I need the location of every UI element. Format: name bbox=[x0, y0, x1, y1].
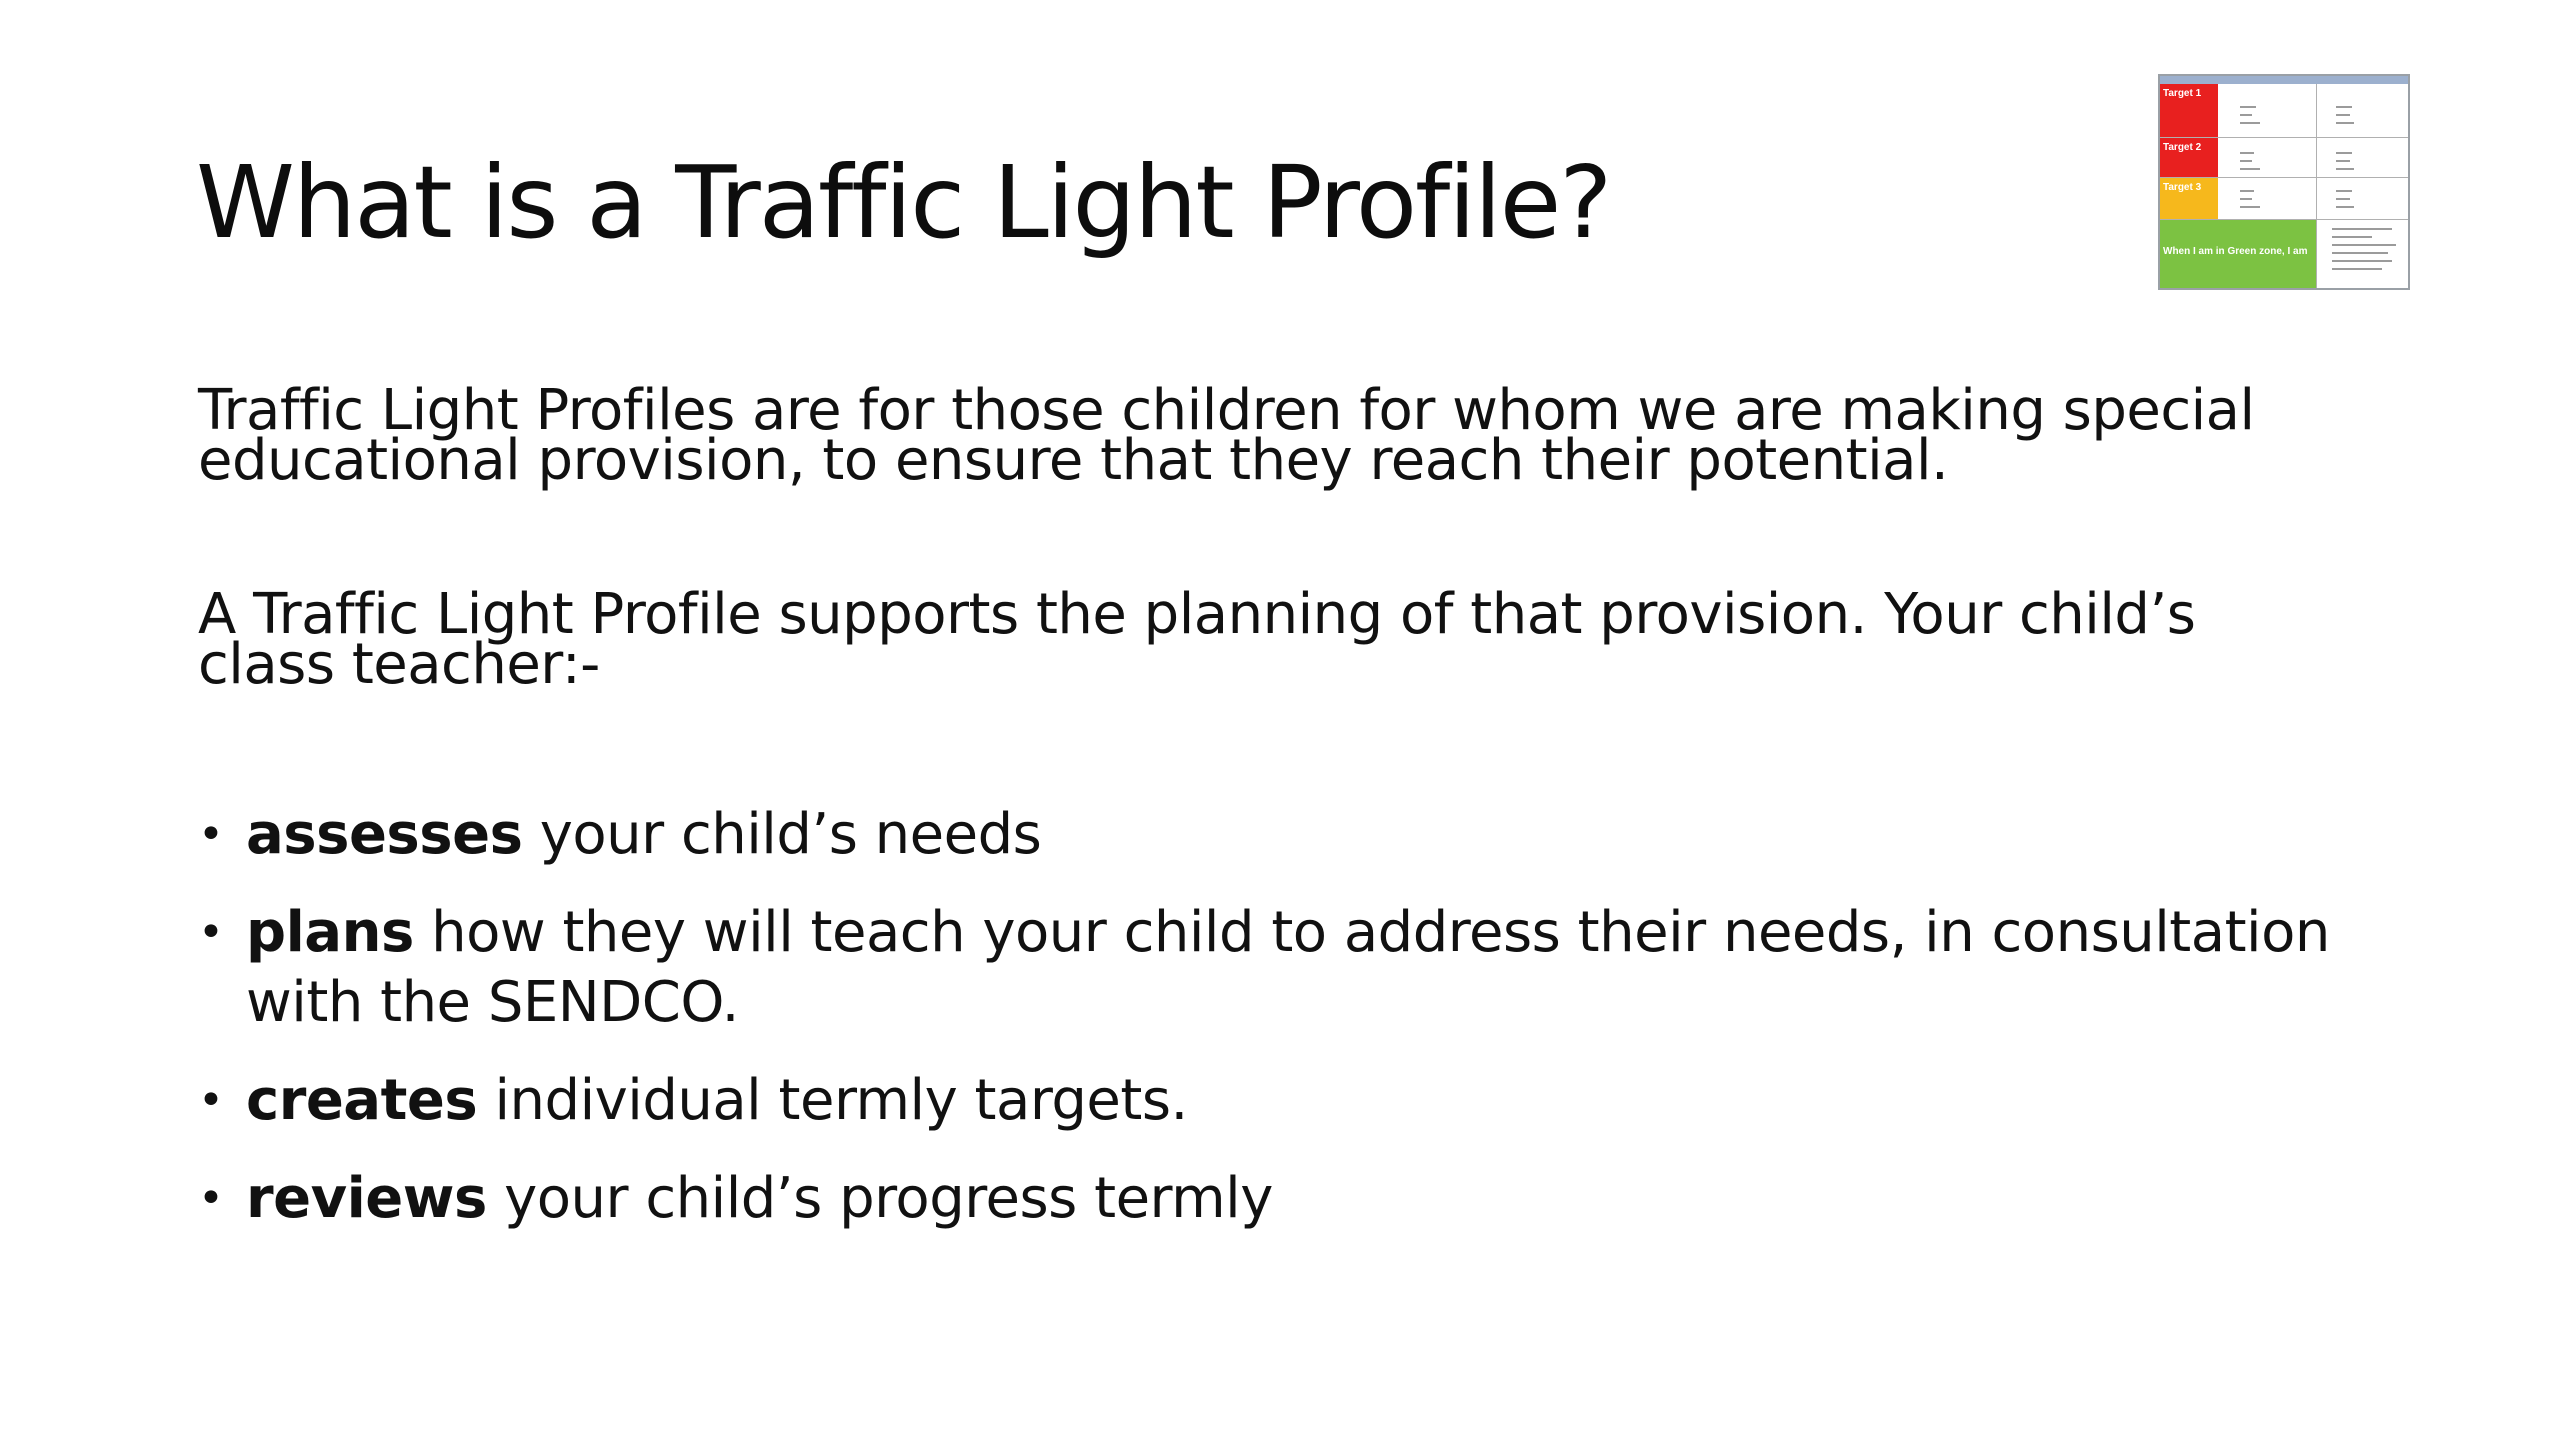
bullet-keyword: creates bbox=[246, 1068, 478, 1133]
table-text-line bbox=[2336, 206, 2354, 208]
bullet-text: your child’s needs bbox=[522, 802, 1042, 867]
thumbnail-row-label: Target 3 bbox=[2160, 178, 2218, 219]
table-text-line bbox=[2332, 260, 2392, 262]
support-paragraph-line-2: class teacher:- bbox=[198, 632, 600, 697]
bullet-keyword: plans bbox=[246, 900, 414, 965]
table-text-line bbox=[2336, 168, 2354, 170]
intro-paragraph bbox=[198, 378, 2398, 493]
table-text-line bbox=[2336, 190, 2352, 192]
table-text-line bbox=[2332, 244, 2396, 246]
list-item bbox=[198, 800, 2438, 870]
bullet-text: your child’s progress termly bbox=[486, 1166, 1273, 1231]
intro-paragraph-line-2: educational provision, to ensure that they reach their potential. bbox=[198, 428, 1949, 493]
thumbnail-row bbox=[2160, 84, 2408, 138]
table-text-line bbox=[2240, 198, 2252, 200]
table-header-bar bbox=[2160, 76, 2408, 84]
table-text-line bbox=[2332, 236, 2372, 238]
intro-paragraph-line-1: Traffic Light Profiles are for those children for whom we are making special bbox=[198, 378, 2255, 443]
thumbnail-row-label: Target 1 bbox=[2160, 84, 2218, 137]
thumbnail-row bbox=[2160, 138, 2408, 178]
slide-title: What is a Traffic Light Profile? bbox=[196, 144, 1611, 261]
bullet-text: how they will teach your child to address their needs, in consultation bbox=[413, 900, 2330, 965]
bullet-text: individual termly targets. bbox=[477, 1068, 1188, 1133]
thumbnail-row bbox=[2160, 220, 2408, 290]
bullet-icon: • bbox=[198, 1075, 224, 1126]
table-text-line bbox=[2332, 252, 2388, 254]
table-column-divider bbox=[2316, 84, 2317, 288]
table-text-line bbox=[2240, 190, 2254, 192]
teacher-duties-list bbox=[198, 800, 2438, 1262]
thumbnail-row bbox=[2160, 178, 2408, 220]
table-text-line bbox=[2240, 106, 2256, 108]
bullet-text-continued: with the SENDCO. bbox=[246, 970, 739, 1035]
table-text-line bbox=[2240, 114, 2252, 116]
support-paragraph bbox=[198, 582, 2398, 697]
table-text-line bbox=[2336, 114, 2350, 116]
table-text-line bbox=[2240, 160, 2252, 162]
table-text-line bbox=[2336, 106, 2352, 108]
list-item bbox=[198, 1164, 2438, 1234]
traffic-light-table-thumbnail bbox=[2158, 74, 2410, 290]
list-item bbox=[198, 1066, 2438, 1136]
table-text-line bbox=[2332, 268, 2382, 270]
bullet-keyword: reviews bbox=[246, 1166, 487, 1231]
bullet-icon: • bbox=[198, 907, 224, 958]
table-text-line bbox=[2336, 198, 2350, 200]
list-item bbox=[198, 898, 2438, 1038]
table-text-line bbox=[2240, 122, 2260, 124]
table-text-line bbox=[2240, 152, 2254, 154]
table-text-line bbox=[2336, 152, 2352, 154]
support-paragraph-line-1: A Traffic Light Profile supports the planning of that provision. Your child’s bbox=[198, 582, 2196, 647]
table-text-line bbox=[2240, 168, 2260, 170]
table-text-line bbox=[2240, 206, 2260, 208]
thumbnail-row-label: Target 2 bbox=[2160, 138, 2218, 177]
bullet-icon: • bbox=[198, 1173, 224, 1224]
bullet-icon: • bbox=[198, 809, 224, 860]
bullet-keyword: assesses bbox=[246, 802, 523, 867]
table-text-line bbox=[2332, 228, 2392, 230]
table-text-line bbox=[2336, 160, 2350, 162]
thumbnail-row-label: When I am in Green zone, I am bbox=[2160, 220, 2316, 290]
table-text-line bbox=[2336, 122, 2354, 124]
